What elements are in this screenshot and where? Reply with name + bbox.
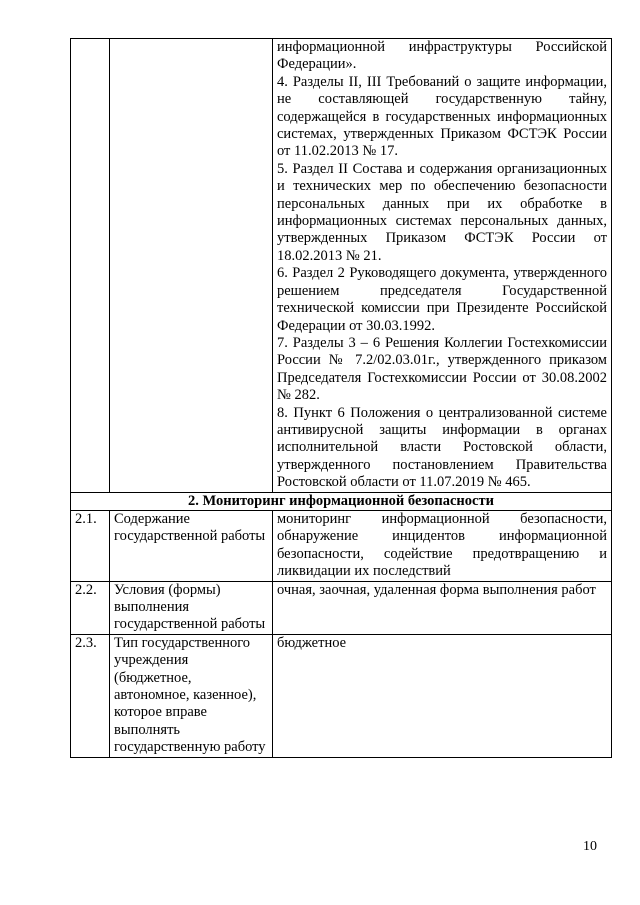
row-label: Условия (формы) выполнения государственной работы [110,581,273,634]
continuation-paragraph: 7. Разделы 3 – 6 Решения Коллегии Гостехкомиссии России № 7.2/02.03.01г., утвержденного приказом Председателя Гостехкомиссии России от 30.08.2002 № 282. [277,334,607,404]
row-number: 2.1. [71,510,110,581]
section-heading: 2. Мониторинг информационной безопасности [71,492,612,510]
continuation-paragraph: 4. Разделы II, III Требований о защите информации, не составляющей государственную тайну, содержащейся в государственных информационных системах, утвержденных Приказом ФСТЭК России от 11.02.2013 № 17. [277,73,607,160]
continuation-paragraph: 5. Раздел II Состава и содержания организационных и технических мер по обеспечению безопасности персональных данных при их обработке в информационных системах персональных данных, утвержденных Приказом ФСТЭК России от 18.02.2013 № 21. [277,160,607,264]
continuation-paragraph: 6. Раздел 2 Руководящего документа, утвержденного решением председателя Государственной технической комиссии при Президенте Российской Федерации от 30.03.1992. [277,265,607,334]
row-value: очная, заочная, удаленная форма выполнения работ [273,581,612,634]
row-label: Тип государственного учреждения (бюджетное, автономное, казенное), которое вправе выполнять государственную работу [110,634,273,757]
row-number: 2.2. [71,581,110,634]
continuation-num-cell [71,39,110,493]
row-value: мониторинг информационной безопасности, обнаружение инцидентов информационной безопасности, содействие предотвращению и ликвидации их последствий [273,510,612,581]
row-number: 2.3. [71,634,110,757]
table-row [71,634,612,757]
continuation-row [71,39,612,493]
table-row [71,510,612,581]
continuation-label-cell [110,39,273,493]
document-table [70,38,612,758]
continuation-paragraph: информационной инфраструктуры Российской Федерации». [277,39,607,73]
table-row [71,581,612,634]
page-number: 10 [583,839,597,854]
section-heading-row [71,492,612,510]
row-value: бюджетное [273,634,612,757]
continuation-paragraph: 8. Пункт 6 Положения о централизованной системе антивирусной защиты информации в органах исполнительной власти Ростовской области, утвержденного постановлением Правительства Ростовской области от 11.07.2019 № 465. [277,404,607,491]
row-label: Содержание государственной работы [110,510,273,581]
continuation-value-cell [273,39,612,493]
